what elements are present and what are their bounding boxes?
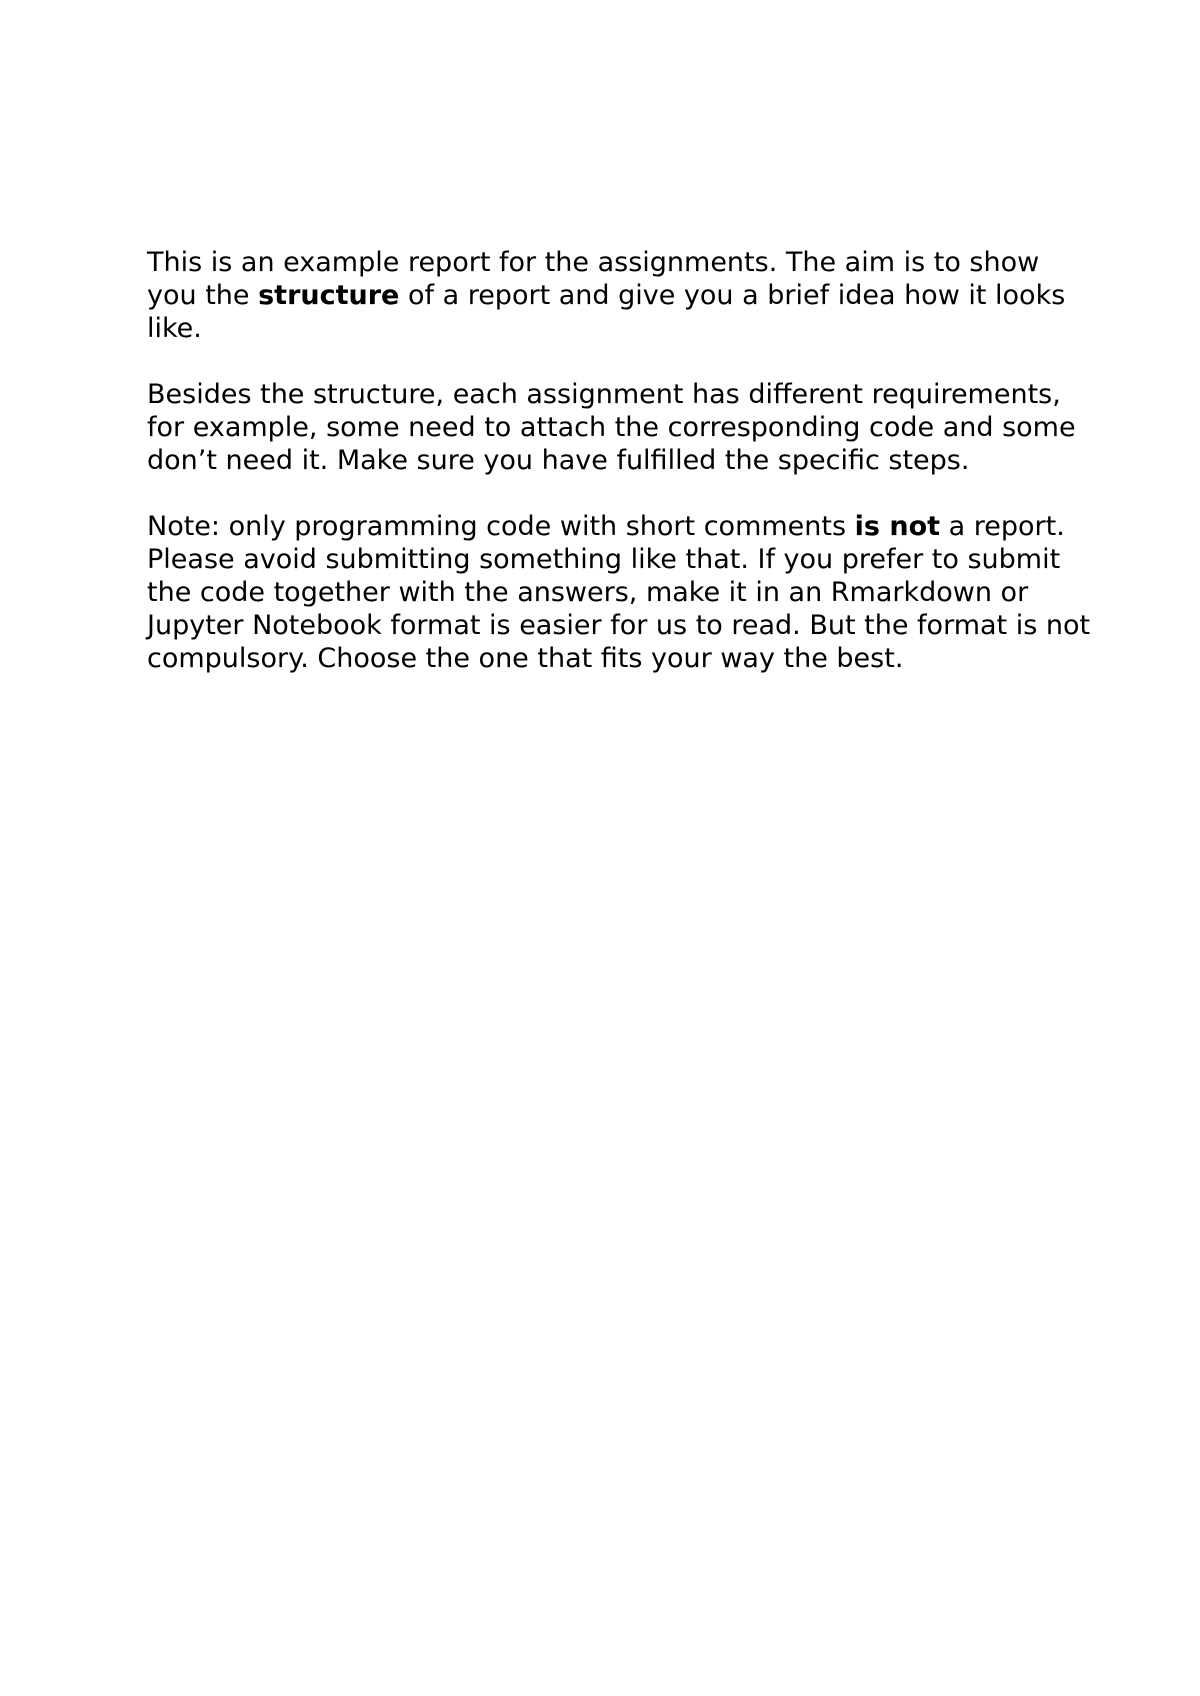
- intro-text-end: of a report and give you a brief idea how it looks like.: [147, 280, 1066, 344]
- intro-bold-structure: structure: [258, 280, 400, 311]
- note-text-start: Note: only programming code with short comments: [147, 511, 855, 542]
- intro-paragraph: [147, 246, 1097, 345]
- document-body: [147, 246, 1097, 675]
- requirements-paragraph: Besides the structure, each assignment has different requirements, for example, some need to attach the corresponding code and some don’t need it. Make sure you have fulfilled the specific steps.: [147, 379, 1076, 476]
- intro-text-start: This is an example report for the assignments. The aim is to show you the: [147, 247, 1040, 311]
- note-bold-is-not: is not: [854, 511, 941, 542]
- note-paragraph: [147, 510, 1097, 675]
- note-text-end: a report. Please avoid submitting something like that. If you prefer to submit the code together with the answers, make it in an Rmarkdown or Jupyter Notebook format is easier for us to read. But the format is not compulsory. Choose the one that fits your way the best.: [147, 511, 1091, 674]
